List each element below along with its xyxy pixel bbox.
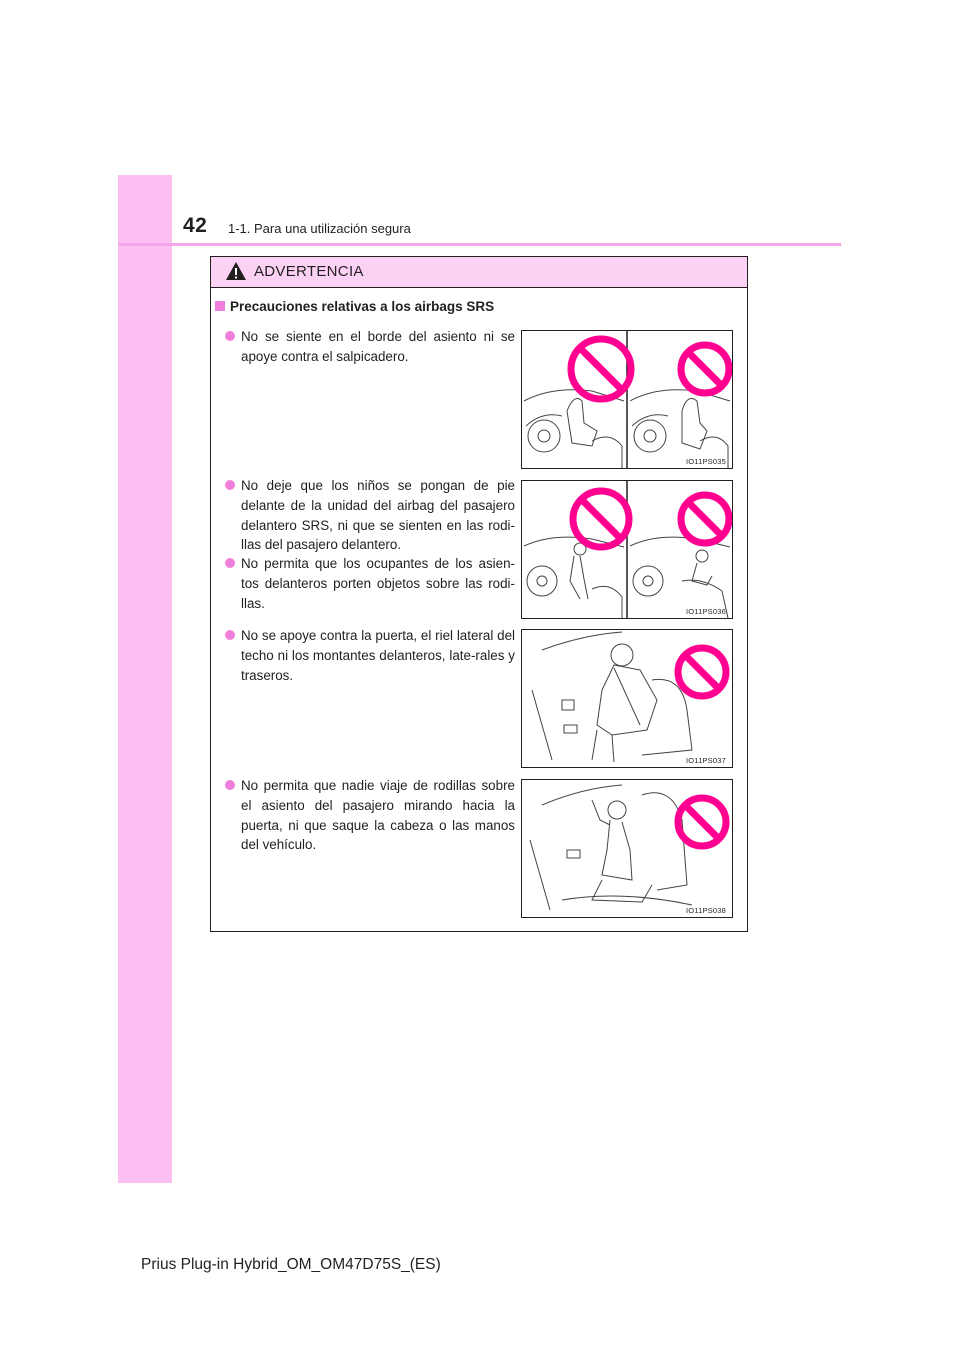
list-item: No deje que los niños se pongan de pie delante de la unidad del airbag del pasajero delantero SRS, ni que se sienten en las rodi-llas del pasajero delantero. xyxy=(225,476,515,555)
list-item: No permita que nadie viaje de rodillas sobre el asiento del pasajero mirando hacia la puerta, ni que saque la cabeza o las manos del vehículo. xyxy=(225,776,515,855)
illustration-figure xyxy=(521,779,733,918)
page-number: 42 xyxy=(183,214,208,237)
subsection-title: Precauciones relativas a los airbags SRS xyxy=(215,299,494,314)
warning-label: ADVERTENCIA xyxy=(254,263,364,280)
list-item: No se siente en el borde del asiento ni se apoye contra el salpicadero. xyxy=(225,327,515,367)
warning-box xyxy=(210,256,748,932)
figure-code: IO11PS035 xyxy=(685,457,726,466)
illustration-figure xyxy=(521,330,733,469)
child-airbag-illustration xyxy=(522,481,732,618)
list-item: No permita que los ocupantes de los asien-tos delanteros porten objetos sobre las rodi-llas. xyxy=(225,554,515,613)
header-rule xyxy=(118,243,841,246)
footer-manual-id: Prius Plug-in Hybrid_OM_OM47D75S_(ES) xyxy=(141,1256,441,1273)
door-lean-illustration xyxy=(522,630,732,767)
figure-code: IO11PS038 xyxy=(685,906,726,915)
bullet-icon xyxy=(225,780,235,790)
kneeling-illustration xyxy=(522,780,732,917)
bullet-icon xyxy=(225,630,235,640)
list-item: No se apoye contra la puerta, el riel lateral del techo ni los montantes delanteros, late-rales y traseros. xyxy=(225,626,515,685)
bullet-icon xyxy=(225,558,235,568)
square-bullet-icon xyxy=(215,301,225,311)
warning-triangle-icon xyxy=(225,261,247,281)
bullet-icon xyxy=(225,331,235,341)
illustration-figure xyxy=(521,629,733,768)
bullet-icon xyxy=(225,480,235,490)
section-title: 1-1. Para una utilización segura xyxy=(228,221,411,236)
side-tab-strip xyxy=(118,175,172,1183)
seat-edge-illustration xyxy=(522,331,732,468)
figure-code: IO11PS037 xyxy=(685,756,726,765)
warning-header xyxy=(211,257,747,288)
illustration-figure xyxy=(521,480,733,619)
figure-code: IO11PS036 xyxy=(685,607,726,616)
